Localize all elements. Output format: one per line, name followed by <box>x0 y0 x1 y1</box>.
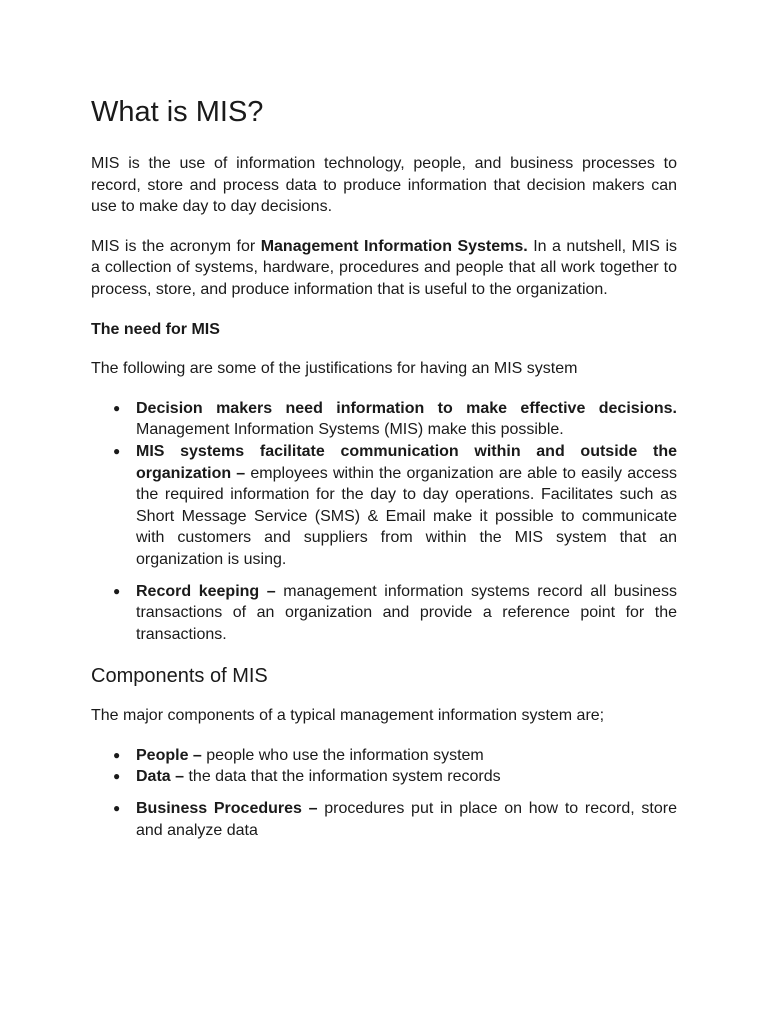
components-intro: The major components of a typical management information system are; <box>91 707 605 725</box>
list-item <box>91 766 677 788</box>
need-intro: The following are some of the justifications for having an MIS system <box>91 360 578 378</box>
bullet-icon: ● <box>113 747 121 762</box>
list-item-text: employees within the organization are able to easily access the required information for the day to day operations. Facilitates such as Short Message Service (SMS) & Email make it possible to communicate with customers and suppliers from within the MIS system that an organization is using. <box>136 464 678 568</box>
bullet-icon: ● <box>113 583 121 598</box>
list-item-bold: People – <box>136 746 202 764</box>
list-item <box>91 581 677 646</box>
document-content <box>91 93 677 841</box>
list-item <box>91 441 677 571</box>
list-item-text: management information systems record all business transactions of an organization and provide a reference point for the transactions. <box>136 582 678 643</box>
acronym-text-after: In a nutshell, MIS is a collection of systems, hardware, procedures and people that all work together to process, store, and produce information that is useful to the organization. <box>91 237 677 298</box>
bullet-icon: ● <box>113 443 121 458</box>
need-heading: The need for MIS <box>91 320 220 338</box>
list-item-bold: MIS systems facilitate communication within and outside the organization – <box>136 442 677 482</box>
components-heading: Components of MIS <box>91 665 268 688</box>
bullet-icon: ● <box>113 769 121 784</box>
bullet-icon: ● <box>113 801 121 816</box>
bullet-icon: ● <box>113 400 121 415</box>
list-item-bold: Business Procedures – <box>136 800 318 818</box>
list-item-bold: Record keeping – <box>136 582 276 600</box>
need-list <box>91 398 677 646</box>
acronym-paragraph <box>91 236 677 301</box>
list-item <box>91 398 677 441</box>
intro-paragraph: MIS is the use of information technology, people, and business processes to record, store and process data to produce information that decision makers can use to make day to day decisions. <box>91 155 677 216</box>
list-item-text: Management Information Systems (MIS) make this possible. <box>136 421 564 439</box>
list-item-bold: Decision makers need information to make effective decisions. <box>136 399 677 417</box>
list-item-bold: Data – <box>136 768 185 786</box>
list-item <box>91 745 677 767</box>
page-title: What is MIS? <box>91 96 264 128</box>
list-item-text: the data that the information system records <box>184 768 501 786</box>
list-item-text: people who use the information system <box>201 746 484 764</box>
list-item-text: procedures put in place on how to record, store and analyze data <box>136 800 678 839</box>
acronym-bold: Management Information Systems. <box>260 237 528 255</box>
list-item <box>91 798 677 841</box>
acronym-text-before: MIS is the acronym for <box>91 237 261 255</box>
components-list <box>91 745 677 841</box>
